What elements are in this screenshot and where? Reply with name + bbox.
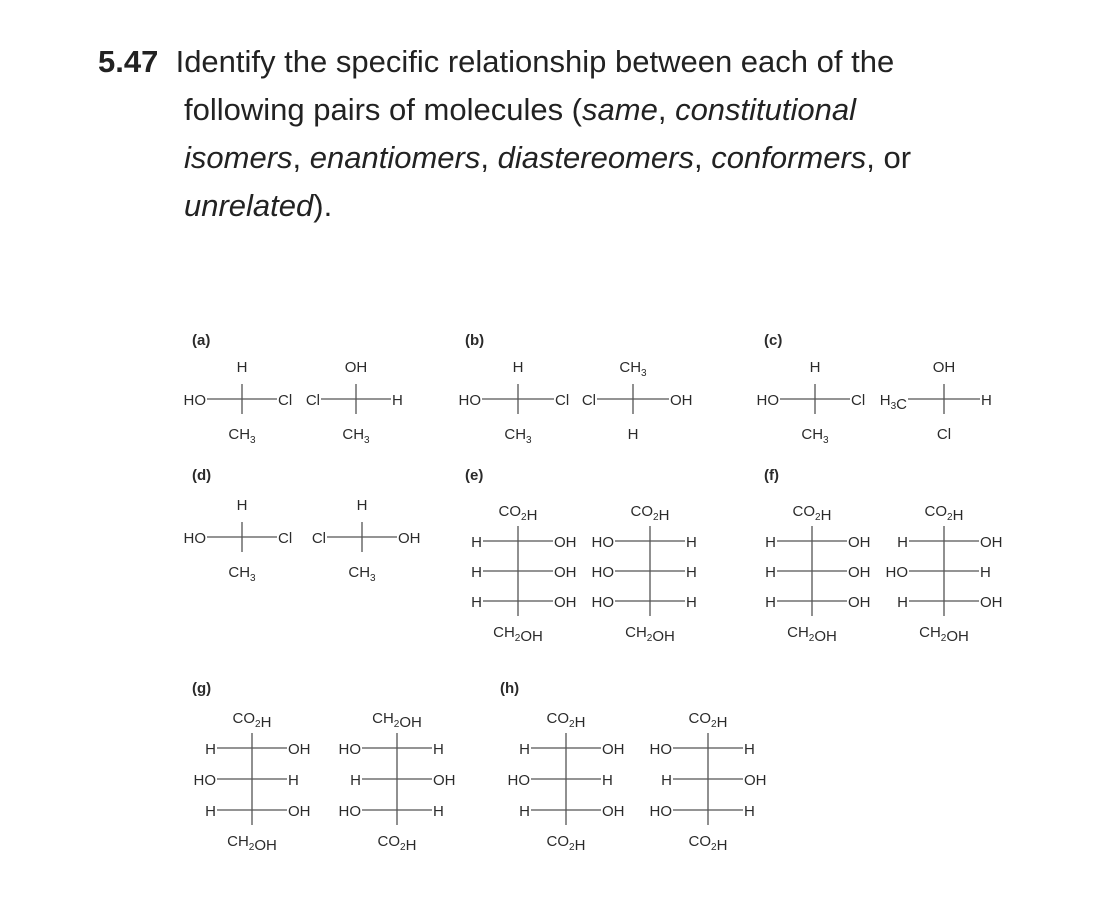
- left-substituent: H: [897, 534, 908, 551]
- part-label: (e): [465, 467, 484, 484]
- right-substituent: OH: [433, 772, 456, 789]
- left-substituent: HO: [338, 803, 361, 820]
- term-enantiomers: enantiomers: [309, 140, 481, 175]
- right-substituent: OH: [980, 534, 1003, 551]
- right-substituent: OH: [554, 564, 577, 581]
- problem-line-2: following pairs of molecules (same, constitutional: [184, 92, 857, 127]
- term-unrelated: unrelated: [184, 188, 314, 223]
- bottom-substituent: H: [627, 426, 639, 443]
- left-substituent: HO: [649, 803, 672, 820]
- left-substituent: Cl: [305, 392, 320, 409]
- right-substituent: H: [392, 392, 403, 409]
- left-substituent: HO: [649, 741, 672, 758]
- right-substituent: Cl: [851, 392, 866, 409]
- right-substituent: OH: [288, 803, 311, 820]
- bottom-substituent: $CO_2H$: [377, 833, 417, 854]
- top-substituent: $CH_2OH$: [372, 710, 422, 731]
- right-substituent: H: [686, 534, 697, 551]
- top-substituent: H: [236, 497, 248, 514]
- top-substituent: $CO_2H$: [498, 503, 538, 524]
- right-substituent: OH: [744, 772, 767, 789]
- problem-number: 5.47: [98, 44, 159, 79]
- left-substituent: Cl: [311, 530, 326, 547]
- left-substituent: Cl: [581, 392, 596, 409]
- top-substituent: $CO_2H$: [688, 710, 728, 731]
- left-substituent: H: [205, 803, 216, 820]
- left-substituent: $H_3C$: [879, 392, 907, 413]
- top-substituent: H: [236, 359, 248, 376]
- bottom-substituent: $CH_2OH$: [493, 624, 543, 645]
- right-substituent: H: [288, 772, 299, 789]
- part-label: (c): [764, 332, 783, 349]
- term-diastereomers: diastereomers: [497, 140, 694, 175]
- part-label: (g): [192, 680, 212, 697]
- left-substituent: HO: [458, 392, 481, 409]
- bottom-substituent: $CH_2OH$: [227, 833, 277, 854]
- bottom-substituent: $CO_2H$: [546, 833, 586, 854]
- top-substituent: $CO_2H$: [546, 710, 586, 731]
- left-substituent: H: [765, 564, 776, 581]
- part-label: (f): [764, 467, 779, 484]
- left-substituent: H: [471, 594, 482, 611]
- bottom-substituent: $CH_3$: [342, 426, 370, 446]
- right-substituent: Cl: [555, 392, 570, 409]
- left-substituent: HO: [183, 530, 206, 547]
- bottom-substituent: $CH_3$: [504, 426, 532, 446]
- top-substituent: $CO_2H$: [924, 503, 964, 524]
- right-substituent: H: [981, 392, 992, 409]
- left-substituent: HO: [885, 564, 908, 581]
- right-substituent: OH: [602, 741, 625, 758]
- problem-line-3: isomers, enantiomers, diastereomers, conformers, or: [184, 140, 912, 175]
- bottom-substituent: $CO_2H$: [688, 833, 728, 854]
- right-substituent: H: [686, 594, 697, 611]
- problem-line-1-text: Identify the specific relationship between each of the: [175, 44, 895, 79]
- right-substituent: H: [744, 741, 755, 758]
- left-substituent: HO: [507, 772, 530, 789]
- left-substituent: HO: [183, 392, 206, 409]
- bottom-substituent: Cl: [936, 426, 952, 443]
- top-substituent: OH: [932, 359, 956, 376]
- left-substituent: HO: [338, 741, 361, 758]
- right-substituent: OH: [848, 534, 871, 551]
- term-isomers: isomers: [184, 140, 293, 175]
- bottom-substituent: $CH_3$: [228, 564, 256, 584]
- top-substituent: $CO_2H$: [792, 503, 832, 524]
- top-substituent: H: [809, 359, 821, 376]
- right-substituent: OH: [980, 594, 1003, 611]
- problem-line-2-text: following pairs of molecules (: [184, 92, 583, 127]
- left-substituent: HO: [756, 392, 779, 409]
- right-substituent: H: [744, 803, 755, 820]
- right-substituent: OH: [602, 803, 625, 820]
- right-substituent: OH: [848, 594, 871, 611]
- right-substituent: H: [602, 772, 613, 789]
- right-substituent: Cl: [278, 530, 293, 547]
- right-substituent: H: [433, 803, 444, 820]
- term-constitutional: constitutional: [675, 92, 857, 127]
- left-substituent: H: [765, 534, 776, 551]
- top-substituent: $CO_2H$: [232, 710, 272, 731]
- right-substituent: Cl: [278, 392, 293, 409]
- bottom-substituent: $CH_3$: [348, 564, 376, 584]
- bottom-substituent: $CH_3$: [228, 426, 256, 446]
- left-substituent: H: [765, 594, 776, 611]
- part-label: (b): [465, 332, 485, 349]
- part-label: (h): [500, 680, 520, 697]
- left-substituent: H: [471, 534, 482, 551]
- right-substituent: H: [980, 564, 991, 581]
- or-word: or: [883, 140, 912, 175]
- bottom-substituent: $CH_3$: [801, 426, 829, 446]
- left-substituent: HO: [193, 772, 216, 789]
- left-substituent: H: [519, 803, 530, 820]
- right-substituent: OH: [398, 530, 421, 547]
- right-substituent: OH: [554, 594, 577, 611]
- right-substituent: H: [433, 741, 444, 758]
- top-substituent: $CO_2H$: [630, 503, 670, 524]
- left-substituent: HO: [591, 534, 614, 551]
- right-substituent: H: [686, 564, 697, 581]
- bottom-substituent: $CH_2OH$: [625, 624, 675, 645]
- left-substituent: H: [661, 772, 672, 789]
- bottom-substituent: $CH_2OH$: [787, 624, 837, 645]
- top-substituent: H: [512, 359, 524, 376]
- term-conformers: conformers: [711, 140, 867, 175]
- right-substituent: OH: [288, 741, 311, 758]
- top-substituent: H: [356, 497, 368, 514]
- left-substituent: H: [897, 594, 908, 611]
- term-same: same: [582, 92, 658, 127]
- left-substituent: HO: [591, 594, 614, 611]
- right-substituent: OH: [848, 564, 871, 581]
- left-substituent: HO: [591, 564, 614, 581]
- top-substituent: $CH_3$: [619, 359, 647, 379]
- problem-line-4: unrelated).: [184, 188, 333, 223]
- part-label: (a): [192, 332, 211, 349]
- part-label: (d): [192, 467, 212, 484]
- left-substituent: H: [350, 772, 361, 789]
- left-substituent: H: [519, 741, 530, 758]
- right-substituent: OH: [554, 534, 577, 551]
- left-substituent: H: [205, 741, 216, 758]
- left-substituent: H: [471, 564, 482, 581]
- top-substituent: OH: [344, 359, 368, 376]
- right-substituent: OH: [670, 392, 693, 409]
- bottom-substituent: $CH_2OH$: [919, 624, 969, 645]
